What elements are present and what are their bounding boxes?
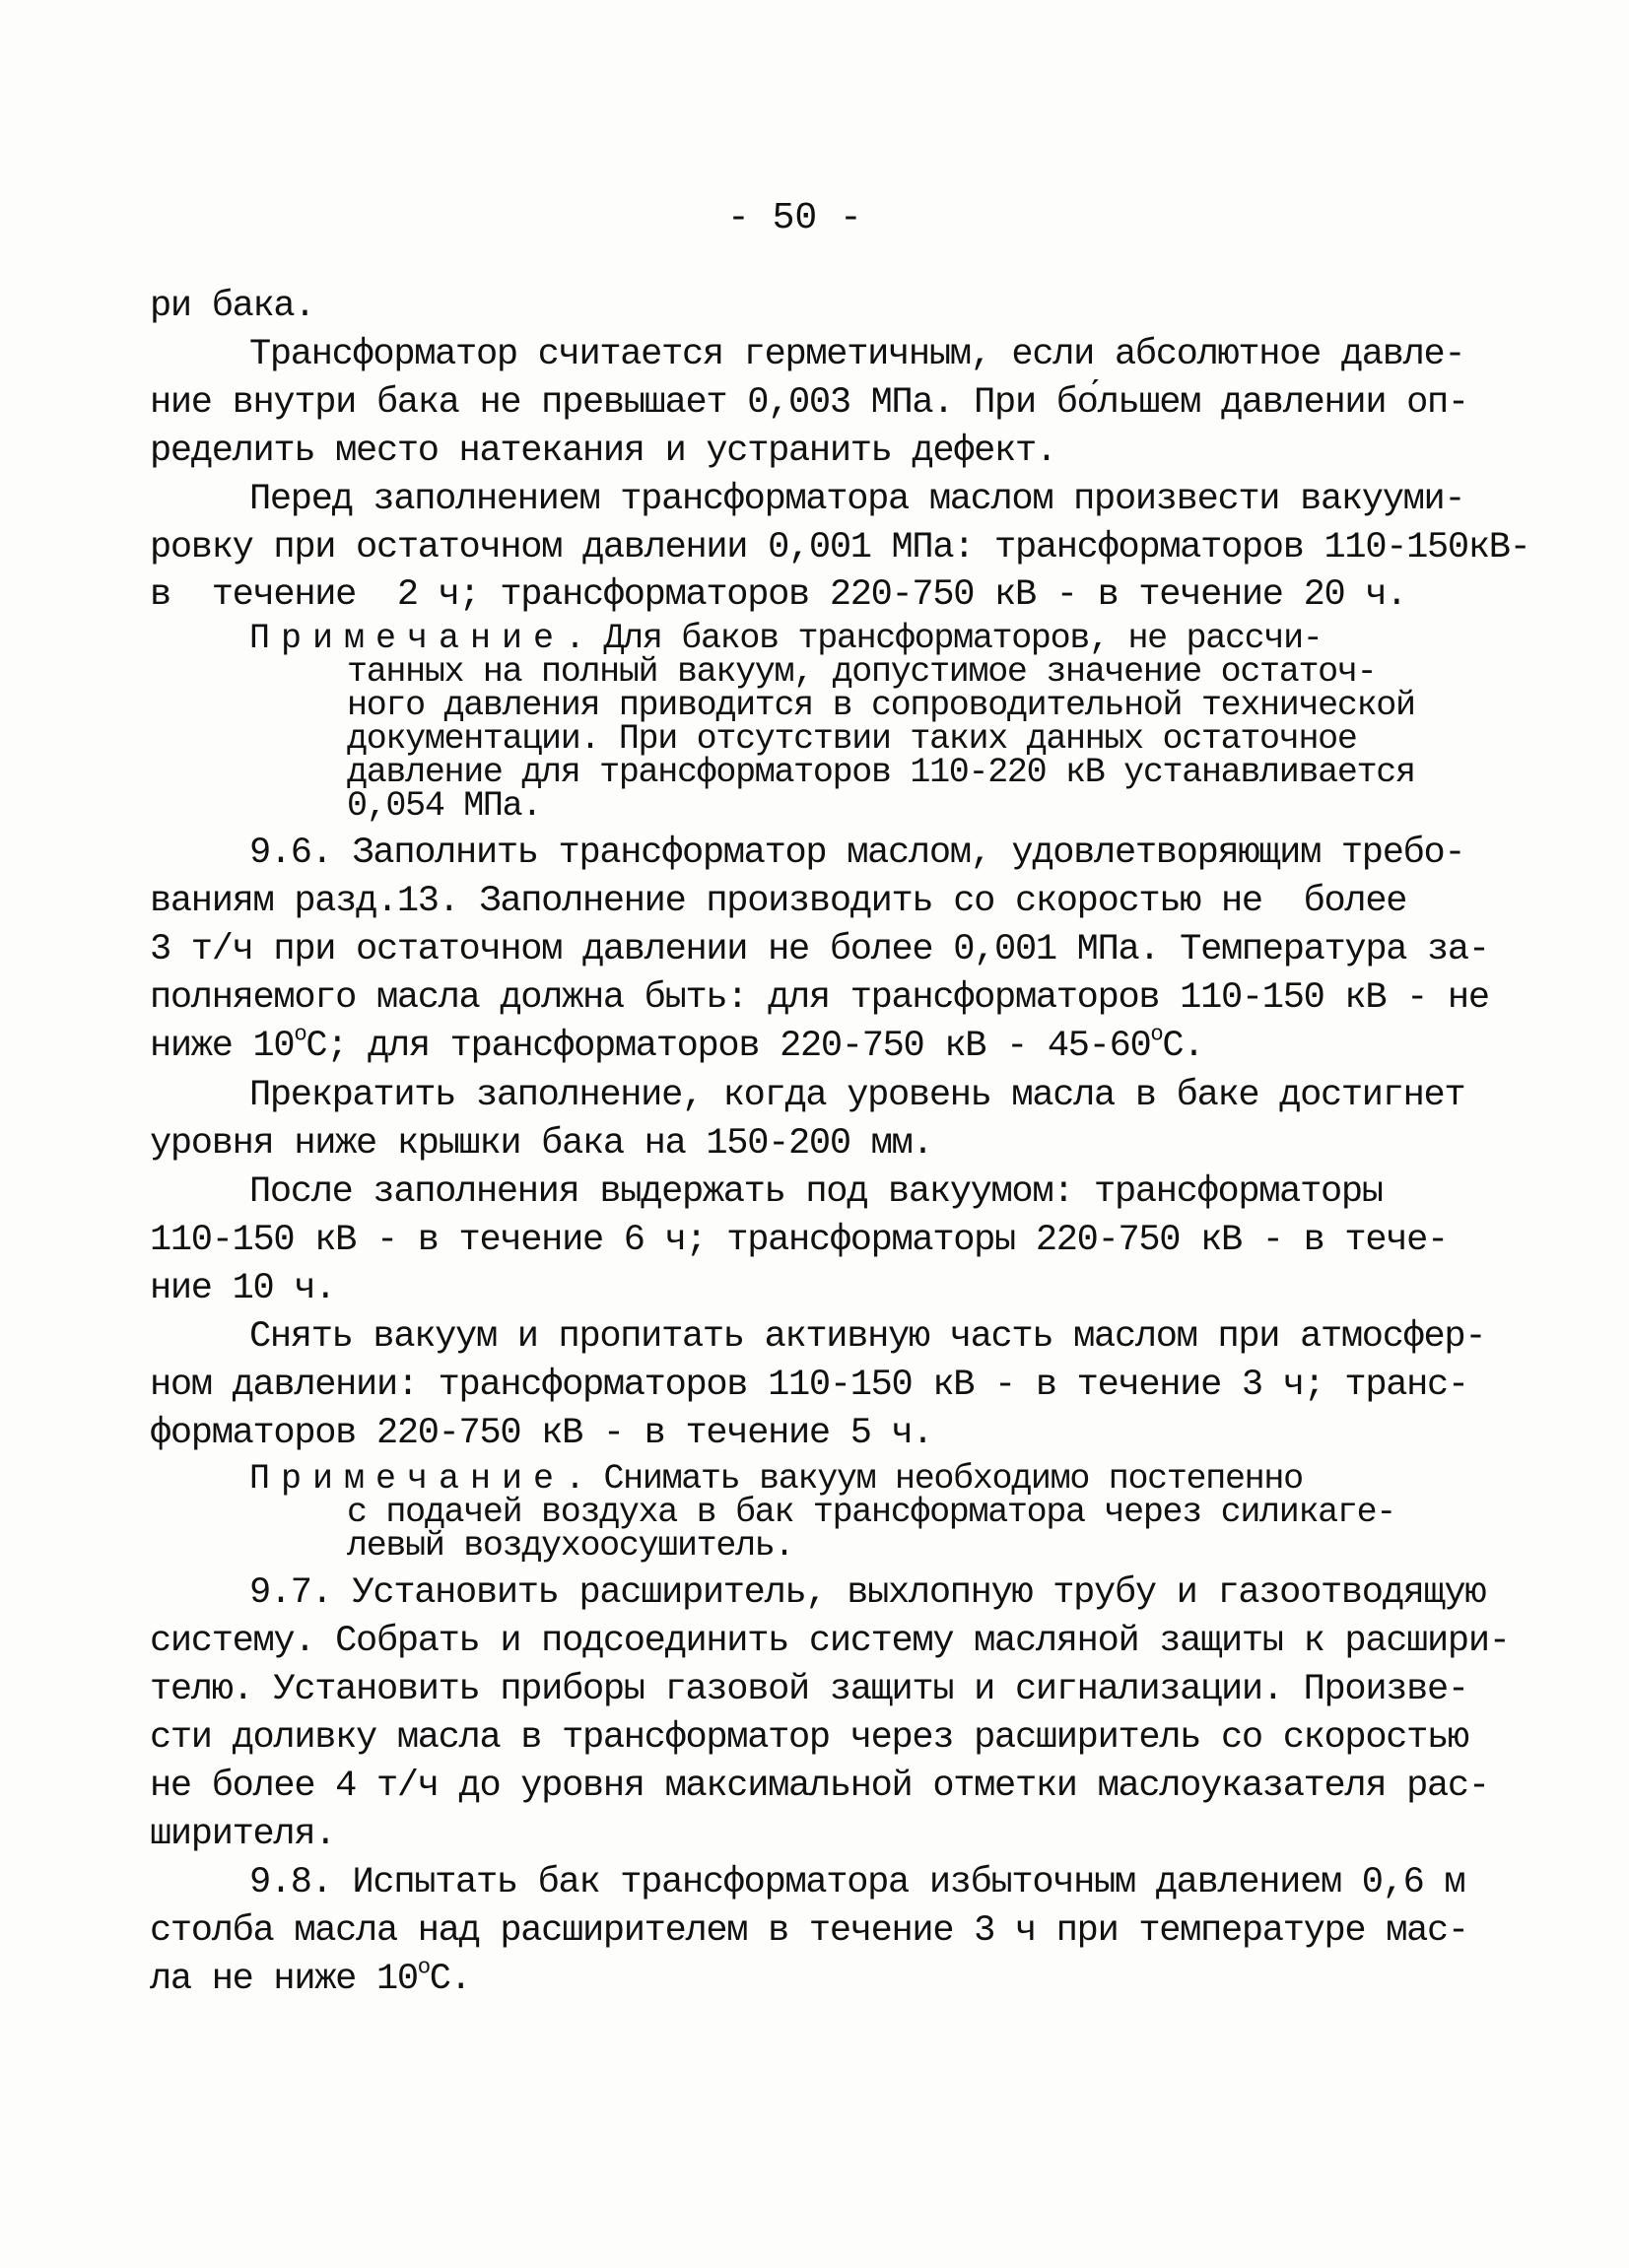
note-text: . Для баков трансформаторов, не рассчи- (565, 619, 1323, 658)
text-line: ри бака. (150, 286, 315, 327)
section-heading-line: 9.6. Заполнить трансформатор маслом, удовлетворяющим требо- (249, 833, 1465, 874)
text-line: Снять вакуум и пропитать активную часть маслом при атмосфер- (249, 1316, 1486, 1358)
text-line: не более 4 т/ч до уровня максимальной отметки маслоуказателя рас- (150, 1766, 1489, 1807)
text-line: ние 10 ч. (150, 1268, 336, 1309)
text-line: 110-150 кВ - в течение 6 ч; трансформаторы 220-750 кВ - в тече- (150, 1220, 1448, 1261)
text-line: Перед заполнением трансформатора маслом произвести вакууми- (249, 479, 1465, 520)
text-line: ределить место натекания и устранить дефект. (150, 431, 1056, 472)
text-line: столба масла над расширителем в течение 3 ч при температуре мас- (150, 1910, 1468, 1952)
note-line: танных на полный вакуум, допустимое значение остаточ- (347, 652, 1377, 692)
note-line: 0,054 МПа. (347, 786, 542, 826)
note-line: давление для трансформаторов 110-220 кВ устанавливается (347, 753, 1415, 792)
text-line: уровня ниже крышки бака на 150-200 мм. (150, 1123, 933, 1165)
text-line: После заполнения выдержать под вакуумом: трансформаторы (249, 1171, 1383, 1213)
text-line: ровку при остаточном давлении 0,001 МПа: трансформаторов 110-150кВ- (150, 527, 1530, 568)
page-number: - 50 - (727, 197, 862, 239)
text-line: телю. Установить приборы газовой защиты и сигнализации. Произве- (150, 1669, 1468, 1710)
note-label: Примечание (249, 1459, 566, 1499)
text-line: систему. Собрать и подсоединить систему масляной защиты к расшири- (150, 1621, 1510, 1662)
note-text: . Снимать вакуум необходимо постепенно (565, 1459, 1303, 1499)
text-line: полняемого масла должна быть: для трансформаторов 110-150 кВ - не (150, 977, 1489, 1019)
text-line: ниже $10^оС$; для трансформаторов 220-750 кВ - $45-60^оС$. (150, 1022, 1204, 1067)
text-line: 3 т/ч при остаточном давлении не более 0,001 МПа. Температура за- (150, 929, 1489, 970)
note-line: с подачей воздуха в бак трансформатора через силикаге- (347, 1493, 1395, 1532)
note-line (249, 619, 1323, 658)
text-line: сти доливку масла в трансформатор через расширитель со скоростью (150, 1717, 1468, 1759)
note-line: ного давления приводится в сопроводительной технической (347, 686, 1415, 725)
text-line: форматоров 220-750 кВ - в течение 5 ч. (150, 1413, 933, 1454)
text-line: ваниям разд.13. Заполнение производить со скоростью не более (150, 881, 1407, 922)
note-line: документации. При отсутствии таких данных остаточное (347, 719, 1357, 759)
text-line: в течение 2 ч; трансформаторов 220-750 кВ - в течение 20 ч. (150, 574, 1407, 616)
text-line: Трансформатор считается герметичным, если абсолютное давле- (249, 334, 1465, 375)
section-heading-line: 9.7. Установить расширитель, выхлопную трубу и газоотводящую (249, 1572, 1486, 1614)
text-line: ла не ниже $10^оС$. (150, 1955, 471, 2000)
text-line: ние внутри бака не превышает 0,003 МПа. При бо́льшем давлении оп- (150, 382, 1468, 424)
note-line (249, 1459, 1303, 1499)
text-line: ном давлении: трансформаторов 110-150 кВ - в течение 3 ч; транс- (150, 1365, 1468, 1406)
section-heading-line: 9.8. Испытать бак трансформатора избыточным давлением 0,6 м (249, 1862, 1465, 1903)
text-line: Прекратить заполнение, когда уровень масла в баке достигнет (249, 1075, 1465, 1116)
text-line: ширителя. (150, 1814, 336, 1855)
note-label: Примечание (249, 619, 566, 658)
note-line: левый воздухоосушитель. (347, 1526, 794, 1566)
